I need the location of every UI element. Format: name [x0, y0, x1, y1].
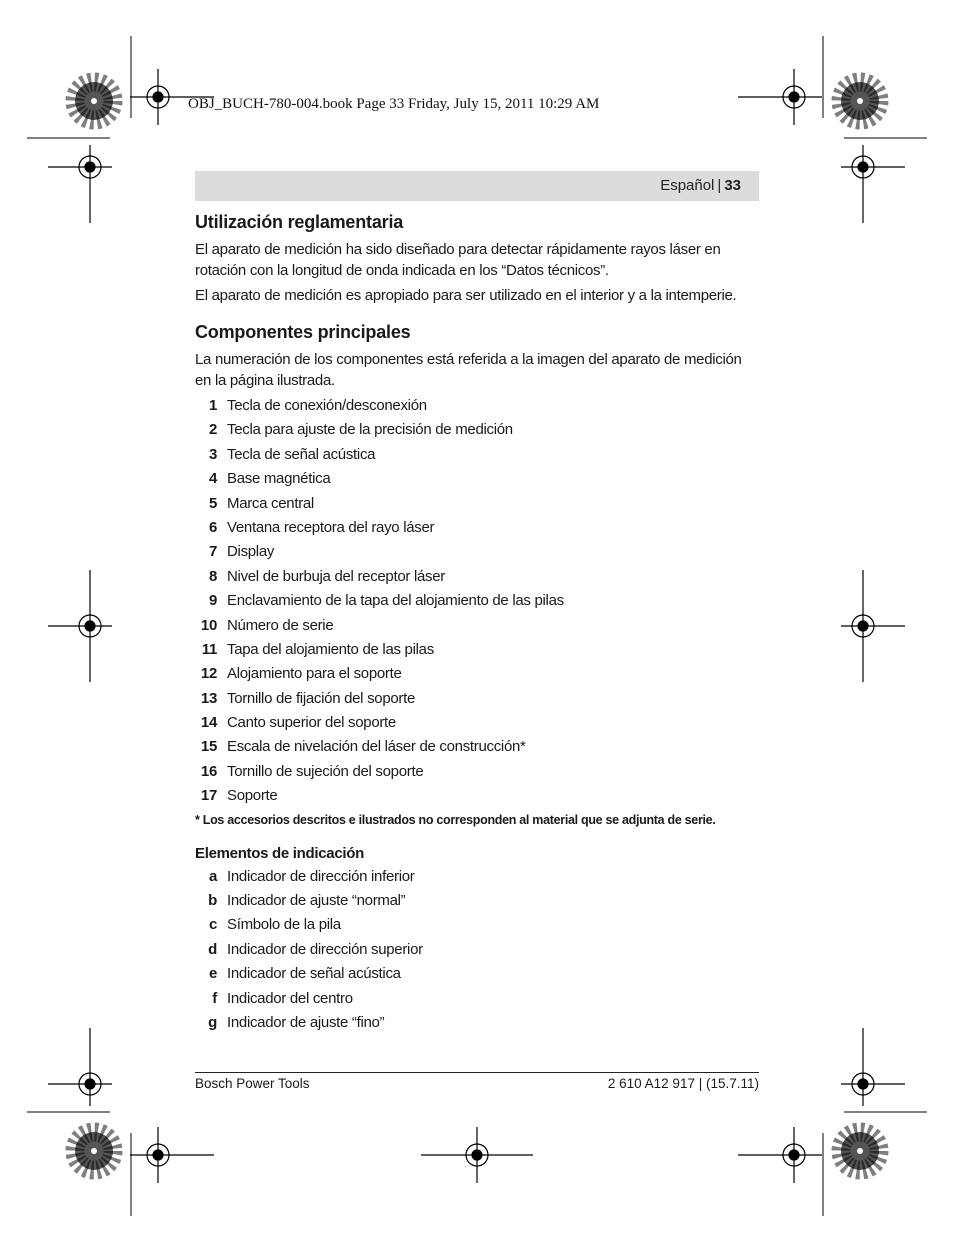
page-header-bar: [195, 171, 759, 201]
list-item: 13 Tornillo de fijación del soporte: [200, 689, 416, 707]
list-item: 1 Tecla de conexión/desconexión: [208, 397, 427, 414]
footer-publisher: Bosch Power Tools: [195, 1076, 310, 1091]
list-item: 9 Enclavamiento de la tapa del alojamiento de las pilas: [208, 592, 564, 610]
list-item: d Indicador de dirección superior: [208, 940, 423, 958]
intended-use-paragraph-2: El aparato de medición es apropiado para ser utilizado en el interior y a la intemperie.: [195, 287, 737, 304]
list-item: c Símbolo de la pila: [208, 916, 341, 934]
list-item: 11 Tapa del alojamiento de las pilas: [201, 640, 434, 658]
footer-doc-number: 2 610 A12 917 | (15.7.11): [607, 1076, 759, 1091]
list-item: 15 Escala de nivelación del láser de construcción*: [200, 738, 526, 756]
section-title-intended-use: Utilización reglamentaria: [195, 212, 404, 232]
list-item: f Indicador del centro: [212, 989, 353, 1007]
section-title-components: Componentes principales: [195, 322, 411, 342]
list-item: 3 Tecla de señal acústica: [208, 445, 376, 463]
list-item: 14 Canto superior del soporte: [200, 714, 396, 732]
page-number: 33: [724, 177, 741, 194]
components-intro: La numeración de los componentes está referida a la imagen del aparato de medición en la página ilustrada.: [195, 351, 742, 389]
page-content: [195, 210, 761, 1035]
section-title-display-elements: Elementos de indicación: [195, 844, 364, 862]
list-item: e Indicador de señal acústica: [208, 965, 401, 983]
header-separator: |: [717, 177, 722, 194]
intended-use-paragraph-1: El aparato de medición ha sido diseñado para detectar rápidamente rayos láser en rotación con la longitud de onda indicada en los “Datos técnicos”.: [195, 241, 721, 279]
components-list: [195, 394, 761, 809]
page-header: [660, 177, 741, 194]
list-item: 8 Nivel de burbuja del receptor láser: [208, 567, 445, 585]
list-item: 7 Display: [208, 543, 275, 561]
list-item: 4 Base magnética: [208, 470, 331, 488]
accessories-footnote: * Los accesorios descritos e ilustrados no corresponden al material que se adjunta de serie.: [195, 812, 716, 827]
book-slug-line: OBJ_BUCH-780-004.book Page 33 Friday, July 15, 2011 10:29 AM: [188, 96, 600, 112]
list-item: 10 Número de serie: [200, 616, 334, 634]
list-item: b Indicador de ajuste “normal”: [208, 892, 406, 910]
list-item: 12 Alojamiento para el soporte: [200, 665, 402, 683]
header-language: Español: [660, 177, 715, 194]
list-item: 5 Marca central: [208, 494, 314, 512]
list-item: 17 Soporte: [200, 787, 278, 805]
list-item: 6 Ventana receptora del rayo láser: [208, 518, 435, 536]
list-item: a Indicador de dirección inferior: [208, 867, 415, 885]
display-elements-list: [195, 865, 761, 1036]
list-item: 2 Tecla para ajuste de la precisión de medición: [208, 421, 513, 439]
footer-divider: [195, 1072, 759, 1073]
list-item: g Indicador de ajuste “fino”: [208, 1013, 385, 1031]
list-item: 16 Tornillo de sujeción del soporte: [200, 762, 424, 780]
